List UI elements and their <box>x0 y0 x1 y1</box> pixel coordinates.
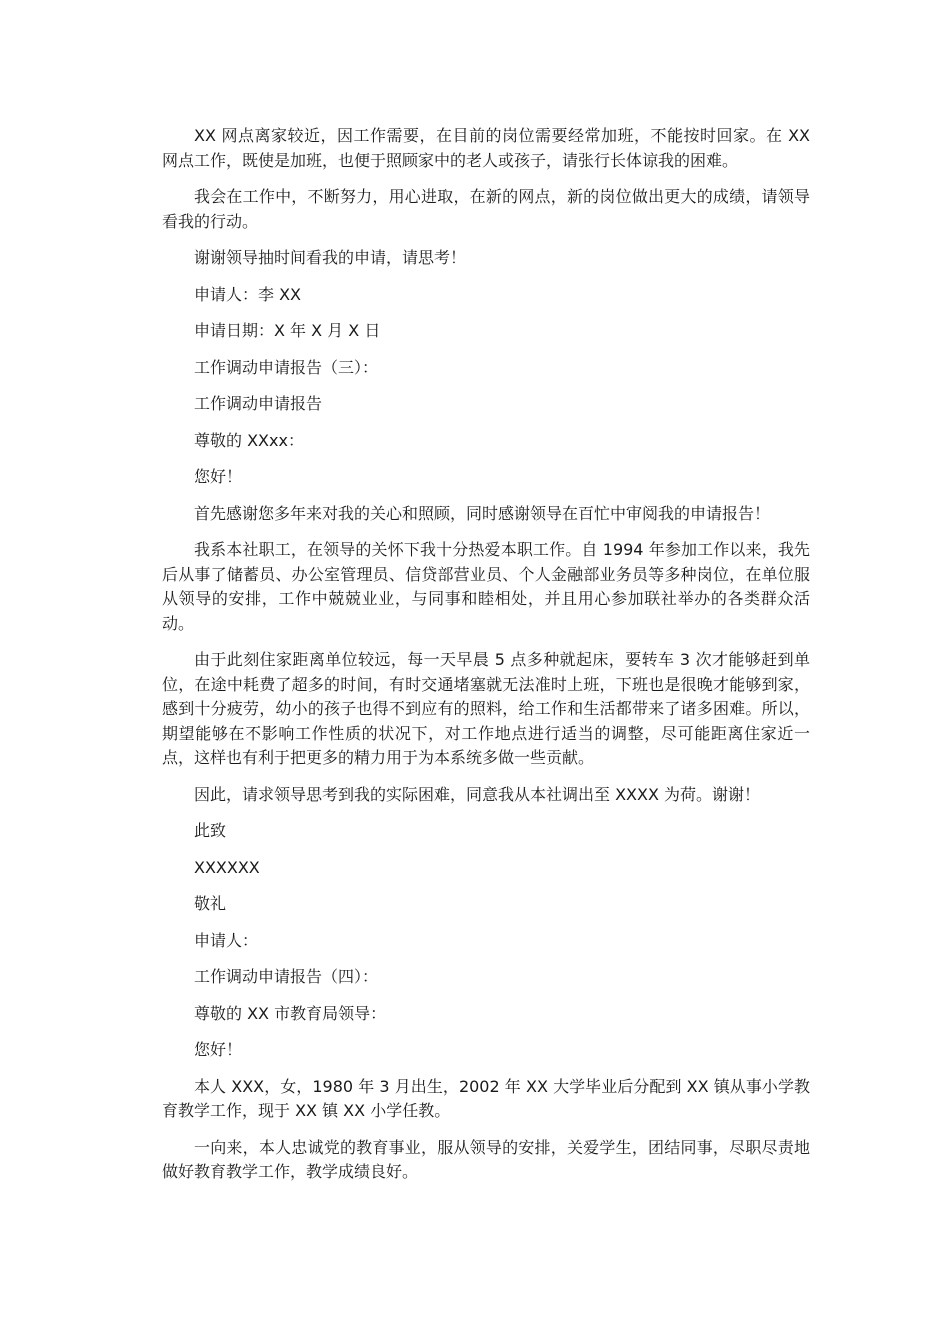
paragraph: 我会在工作中，不断努力，用心进取，在新的网点，新的岗位做出更大的成绩，请领导看我的行动。 <box>162 187 810 231</box>
paragraph: 尊敬的 XX 市教育局领导： <box>194 1003 387 1023</box>
paragraph: 申请人：李 XX <box>194 284 302 304</box>
paragraph: 工作调动申请报告 <box>194 394 323 413</box>
paragraph: 首先感谢您多年来对我的关心和照顾，同时感谢领导在百忙中审阅我的申请报告！ <box>194 503 771 523</box>
paragraph: 工作调动申请报告（三）： <box>194 357 379 377</box>
paragraph: 谢谢领导抽时间看我的申请，请思考！ <box>194 248 467 267</box>
paragraph: 尊敬的 XXxx： <box>194 430 304 450</box>
paragraph: 我系本社职工，在领导的关怀下我十分热爱本职工作。自 1994 年参加工作以来，我先后从事了储蓄员、办公室管理员、信贷部营业员、个人金融部业务员等多种岗位，在单位服从领导的安排，工作中兢兢业业，与同事和睦相处，并且用心参加联社举办的各类群众活动。 <box>162 540 810 633</box>
paragraph: 申请日期：X 年 X 月 X 日 <box>194 321 381 340</box>
paragraph: 本人 XXX，女，1980 年 3 月出生，2002 年 XX 大学毕业后分配到 XX 镇从事小学教育教学工作，现于 XX 镇 XX 小学任教。 <box>162 1076 810 1120</box>
paragraph: 申请人： <box>194 930 259 950</box>
paragraph: 因此，请求领导思考到我的实际困难，同意我从本社调出至 XXXX 为荷。谢谢！ <box>194 784 761 804</box>
paragraph: 您好！ <box>194 467 243 486</box>
paragraph: XX 网点离家较近，因工作需要，在目前的岗位需要经常加班，不能按时回家。在 XX 网点工作，既使是加班，也便于照顾家中的老人或孩子，请张行长体谅我的困难。 <box>162 126 810 170</box>
paragraph: 敬礼 <box>194 894 227 913</box>
paragraph: XXXXXX <box>194 857 260 877</box>
paragraph: 您好！ <box>194 1040 243 1059</box>
paragraph: 此致 <box>194 821 227 840</box>
paragraph: 由于此刻住家距离单位较远，每一天早晨 5 点多种就起床，要转车 3 次才能够赶到单位，在途中耗费了超多的时间，有时交通堵塞就无法准时上班，下班也是很晚才能够到家，感到十分疲劳，幼小的孩子也得不到应有的照料，给工作和生活都带来了诸多困难。所以，期望能够在不影响工作性质的状况下，对工作地点进行适当的调整，尽可能距离住家近一点，这样也有利于把更多的精力用于为本系统多做一些贡献。 <box>162 650 810 767</box>
document-page <box>162 124 810 1185</box>
document-body <box>162 124 810 1185</box>
paragraph: 工作调动申请报告（四）： <box>194 967 379 986</box>
paragraph: 一向来，本人忠诚党的教育事业，服从领导的安排，关爱学生，团结同事，尽职尽责地做好教育教学工作，教学成绩良好。 <box>162 1137 810 1181</box>
